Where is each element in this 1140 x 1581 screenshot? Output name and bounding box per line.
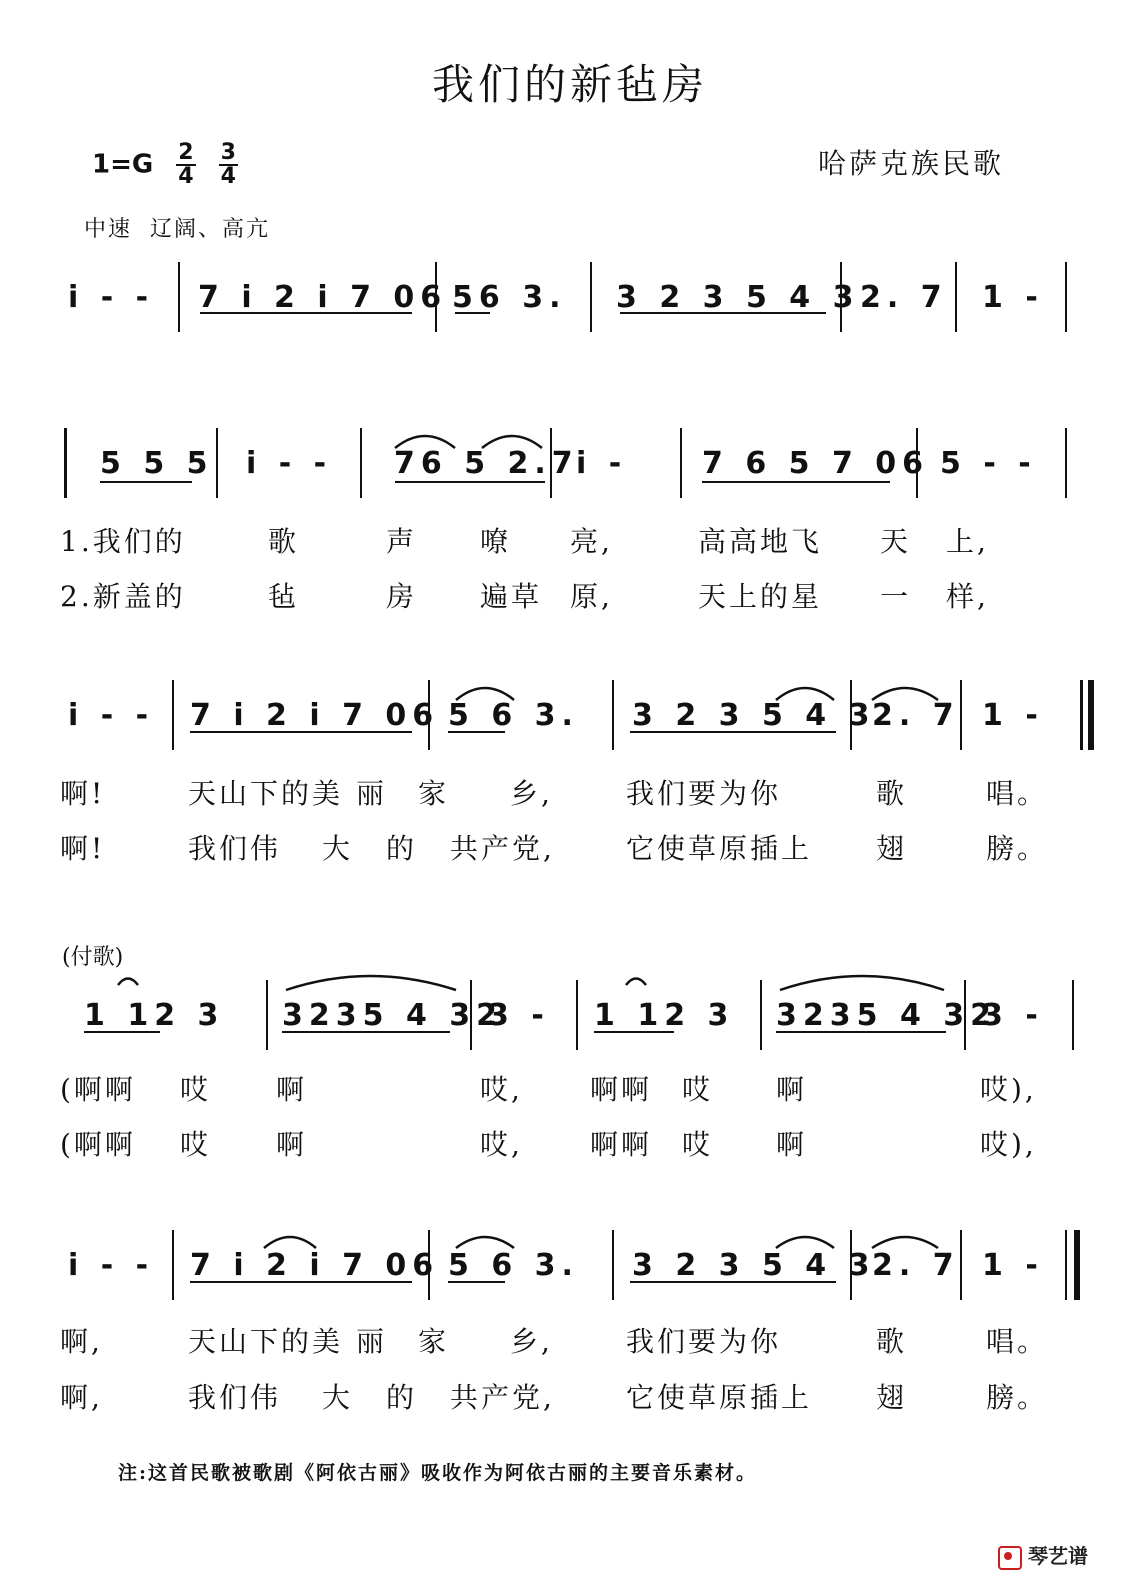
intro-measure-5: 2. 7 bbox=[860, 280, 948, 315]
footnote: 注:这首民歌被歌剧《阿依古丽》吸收作为阿依古丽的主要音乐素材。 bbox=[118, 1462, 758, 1484]
intro-measure-2: 7 i 2 i 7 06 bbox=[198, 280, 448, 315]
chorus2-measure-2: 7 i 2 i 7 06 bbox=[190, 1248, 440, 1283]
time-signature-2-4: $\frac{2}{4}$ bbox=[178, 140, 194, 189]
chorus1-measure-3: 5 6 3. bbox=[448, 698, 579, 733]
chorus2-measure-1: i - - bbox=[68, 1248, 155, 1283]
chorus1-measure-4: 3 2 3 5 4 3 bbox=[632, 698, 876, 733]
chorus1-lyrics-1: 啊! 天山下的美 丽 家 乡, 我们要为你 歌 唱。 bbox=[60, 777, 1049, 810]
intro-measure-6: 1 - bbox=[982, 280, 1044, 315]
chorus1-measure-6: 1 - bbox=[982, 698, 1044, 733]
refrain-lyrics-1: (啊啊 哎 啊 哎, 啊啊 哎 啊 哎), bbox=[60, 1073, 1037, 1106]
intro-measure-3: 56 3. bbox=[452, 280, 567, 315]
chorus2-measure-5: 2. 7 bbox=[872, 1248, 960, 1283]
tempo-marking: 中速 辽阔、高亢 bbox=[84, 217, 271, 242]
refrain-measure-5: 3235 4 32 bbox=[776, 998, 998, 1033]
refrain-measure-6: 3 - bbox=[982, 998, 1044, 1033]
brand-logo-icon bbox=[998, 1546, 1022, 1570]
refrain-measure-4: 1 12 3 bbox=[594, 998, 735, 1033]
brand-watermark: 琴艺谱 bbox=[998, 1540, 1088, 1570]
chorus2-lyrics-2: 啊, 我们伟 大 的 共产党, 它使草原插上 翅 膀。 bbox=[60, 1381, 1049, 1414]
chorus1-measure-2: 7 i 2 i 7 06 bbox=[190, 698, 440, 733]
chorus1-staff bbox=[60, 680, 1090, 758]
key-label: 1=G bbox=[92, 149, 154, 180]
chorus1-measure-5: 2. 7 bbox=[872, 698, 960, 733]
chorus2-measure-3: 5 6 3. bbox=[448, 1248, 579, 1283]
chorus2-staff bbox=[60, 1230, 1090, 1308]
intro-measure-4: 3 2 3 5 4 3 bbox=[616, 280, 860, 315]
verse-lyrics-1: 1.我们的 歌 声 嘹 亮, 高高地飞 天 上, bbox=[60, 525, 989, 558]
refrain-label: (付歌) bbox=[62, 945, 124, 970]
refrain-lyrics-2: (啊啊 哎 啊 哎, 啊啊 哎 啊 哎), bbox=[60, 1128, 1037, 1161]
refrain-measure-2: 3235 4 32 bbox=[282, 998, 504, 1033]
verse-staff bbox=[60, 428, 1090, 506]
time-signature-3-4: $\frac{3}{4}$ bbox=[220, 140, 236, 189]
intro-staff bbox=[60, 262, 1090, 340]
chorus1-measure-1: i - - bbox=[68, 698, 155, 733]
chorus2-measure-6: 1 - bbox=[982, 1248, 1044, 1283]
verse-measure-2: i - - bbox=[246, 446, 333, 481]
refrain-measure-1: 1 12 3 bbox=[84, 998, 225, 1033]
verse-lyrics-2: 2.新盖的 毡 房 遍草 原, 天上的星 一 样, bbox=[60, 580, 989, 613]
verse-measure-1: 5 5 5 bbox=[100, 446, 214, 481]
verse-measure-5: 7 6 5 7 06 bbox=[702, 446, 930, 481]
refrain-measure-3: 3 - bbox=[488, 998, 550, 1033]
verse-measure-6: 5 - - bbox=[940, 446, 1037, 481]
verse-measure-4: i - bbox=[576, 446, 628, 481]
key-signature bbox=[92, 142, 238, 188]
chorus1-lyrics-2: 啊! 我们伟 大 的 共产党, 它使草原插上 翅 膀。 bbox=[60, 832, 1049, 865]
refrain-staff bbox=[60, 980, 1090, 1058]
song-title: 我们的新毡房 bbox=[431, 60, 708, 109]
chorus2-lyrics-1: 啊, 天山下的美 丽 家 乡, 我们要为你 歌 唱。 bbox=[60, 1325, 1049, 1358]
song-source: 哈萨克族民歌 bbox=[818, 147, 1005, 180]
chorus2-measure-4: 3 2 3 5 4 3 bbox=[632, 1248, 876, 1283]
verse-measure-3: 76 5 2.7 bbox=[394, 446, 579, 481]
intro-measure-1: i - - bbox=[68, 280, 155, 315]
